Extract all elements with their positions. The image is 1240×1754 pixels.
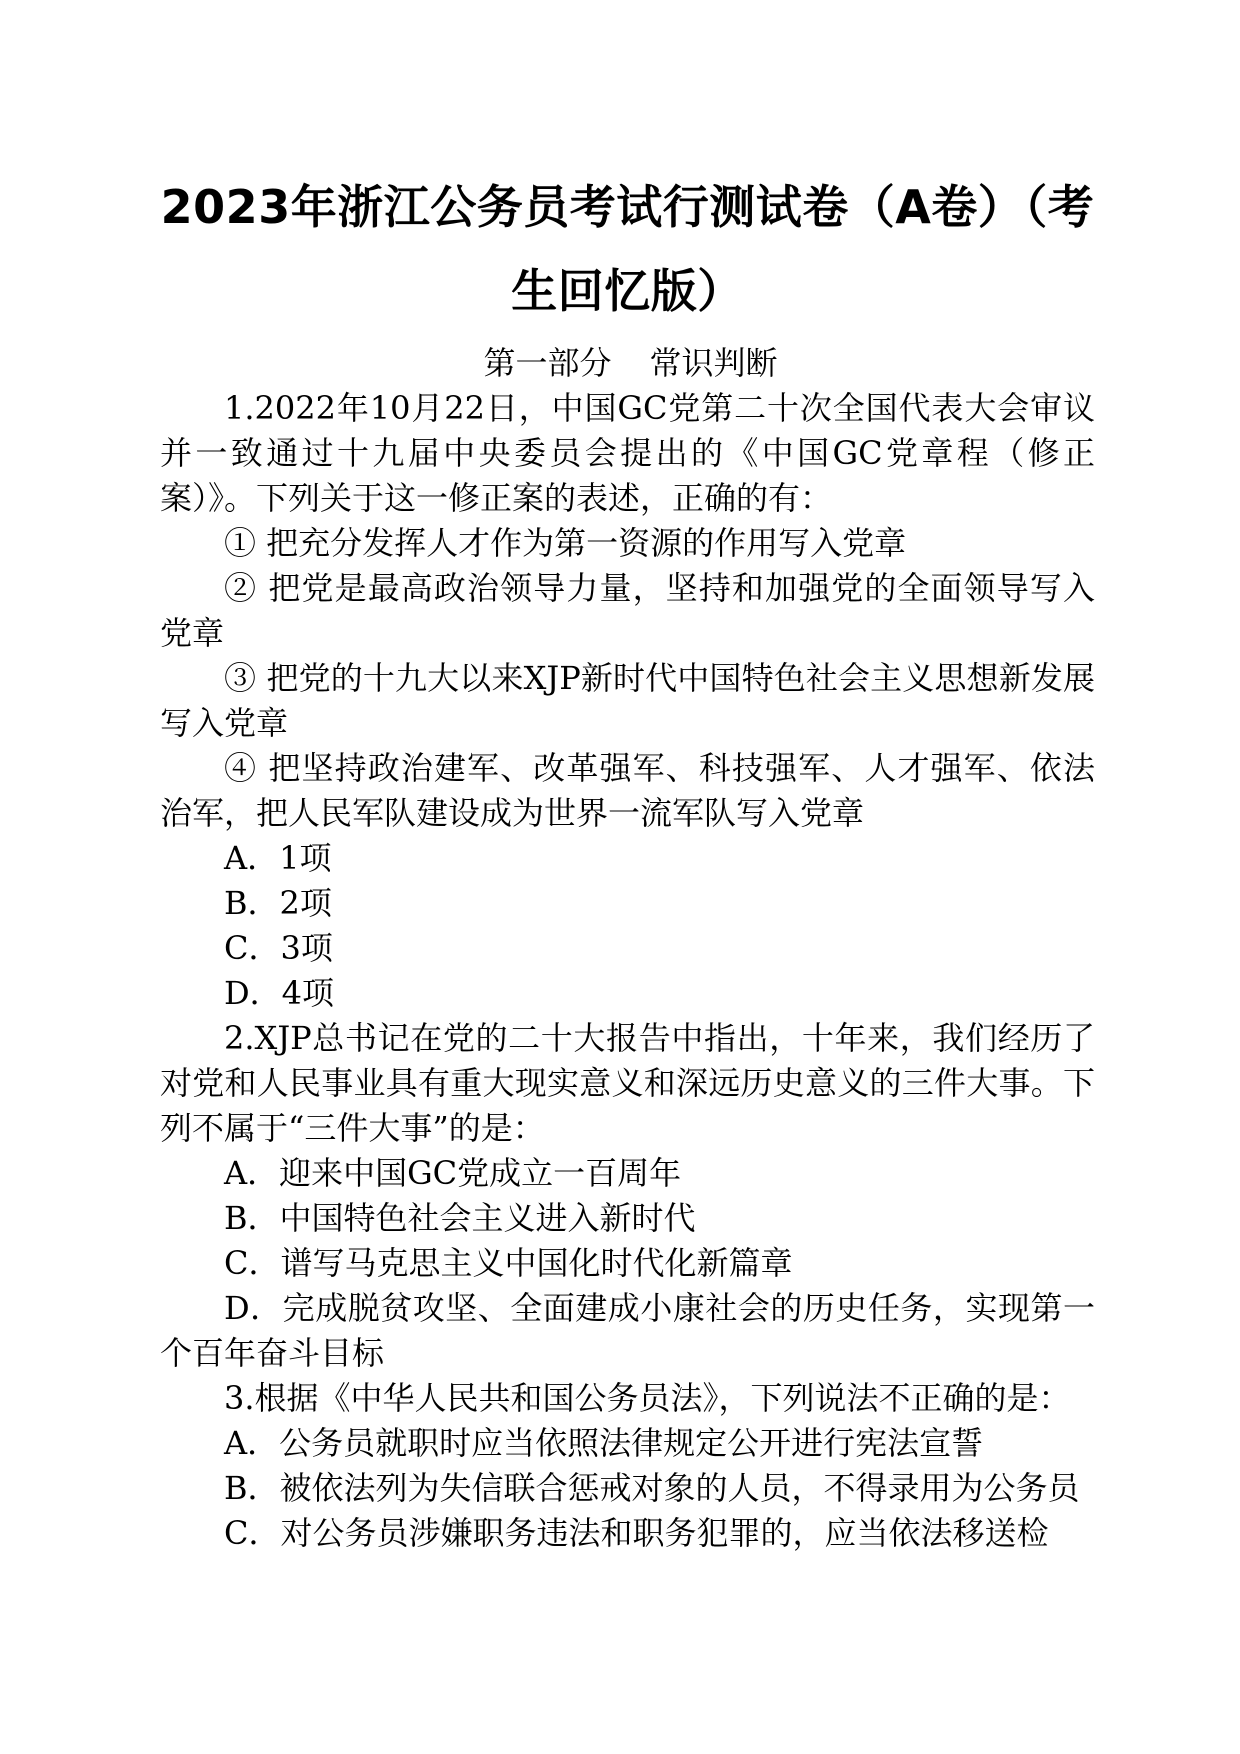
statement-1: ① 把充分发挥人才作为第一资源的作用写入党章 [224,524,907,562]
question-1-option-b: B．2项 [224,884,332,922]
section-part: 第一部分 [483,344,612,382]
section-name: 常识判断 [649,344,778,382]
statement-4: ④ 把坚持政治建军、改革强军、科技强军、人才强军、依法治军，把人民军队建设成为世界一流军队写入党章 [160,749,1095,832]
question-2-stem: 2.XJP总书记在党的二十大报告中指出，十年来，我们经历了对党和人民事业具有重大现实意义和深远历史意义的三件大事。下列不属于“三件大事”的是： [160,1019,1095,1147]
question-3-stem: 3.根据《中华人民共和国公务员法》，下列说法不正确的是： [224,1379,1071,1417]
question-1-stem: 1.2022年10月22日，中国GC党第二十次全国代表大会审议并一致通过十九届中央委员会提出的《中国GC党章程（修正案）》。下列关于这一修正案的表述，正确的有： [160,389,1095,517]
question-1-option-d: D．4项 [224,974,335,1012]
question-1-option-c: C．3项 [224,929,333,967]
question-3-option-c: C．对公务员涉嫌职务违法和职务犯罪的，应当依法移送检 [224,1514,1049,1552]
question-2-option-c: C．谱写马克思主义中国化时代化新篇章 [224,1244,793,1282]
statement-3: ③ 把党的十九大以来XJP新时代中国特色社会主义思想新发展写入党章 [160,659,1095,742]
question-1-option-a: A．1项 [224,839,332,877]
question-3-option-a: A．公务员就职时应当依照法律规定公开进行宪法宣誓 [224,1424,984,1462]
document-body [160,386,1095,1556]
question-2-option-a: A．迎来中国GC党成立一百周年 [224,1154,682,1192]
question-2-option-d: D．完成脱贫攻坚、全面建成小康社会的历史任务，实现第一个百年奋斗目标 [160,1289,1095,1372]
question-3-option-b: B．被依法列为失信联合惩戒对象的人员，不得录用为公务员 [224,1469,1080,1507]
section-heading [160,341,1095,386]
statement-2: ② 把党是最高政治领导力量，坚持和加强党的全面领导写入党章 [160,569,1095,652]
question-2-option-b: B．中国特色社会主义进入新时代 [224,1199,696,1237]
document-title: 2023年浙江公务员考试行测试卷（A卷）（考生回忆版） [160,180,1095,318]
document-page [160,140,1095,1556]
